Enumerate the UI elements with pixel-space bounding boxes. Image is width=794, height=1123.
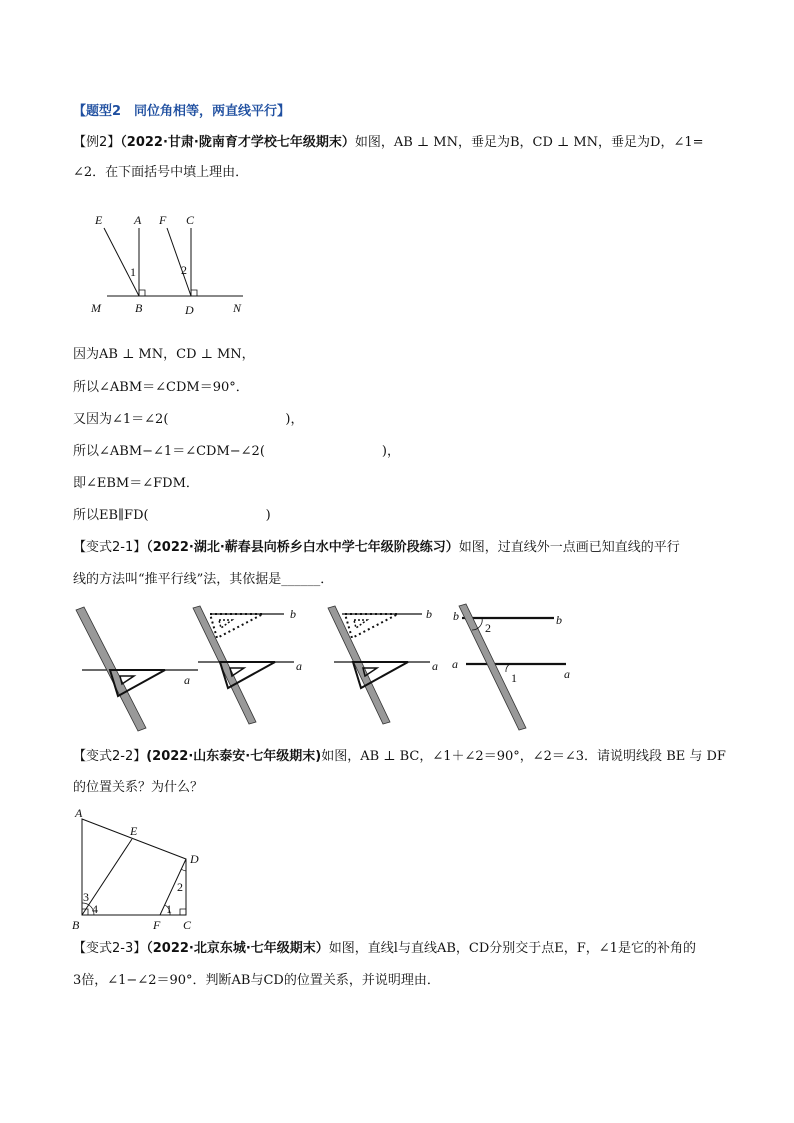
ruler-3 — [328, 606, 390, 724]
panel-3 — [328, 606, 438, 724]
line-eb — [104, 228, 139, 296]
variant2-tag: 【变式2-2】 — [73, 749, 147, 764]
label-b-2: b — [290, 607, 296, 621]
ruler-4 — [459, 604, 526, 730]
variant1-text: 如图，过直线外一点画已知直线的平行 — [458, 540, 680, 555]
label-b-4-left: b — [453, 609, 459, 623]
label-n: N — [233, 301, 242, 315]
label-a-4-left: a — [452, 657, 458, 671]
example-source: （2022·甘肃·陇南育才学校七年级期末） — [120, 135, 355, 150]
variant3-line-1 — [73, 941, 696, 957]
label-f: F — [159, 213, 167, 227]
label-2-v2: 2 — [177, 880, 183, 894]
dotted-triangle-2 — [210, 614, 263, 638]
step-3: 又因为∠1＝∠2( )， — [73, 412, 304, 427]
label-angle-2: 2 — [181, 263, 187, 277]
step-2: 所以∠ABM＝∠CDM＝90°． — [73, 380, 249, 395]
ruler-2 — [193, 606, 256, 724]
label-a-4-right: a — [564, 667, 570, 681]
label-b-v2: B — [72, 918, 80, 932]
label-angle-1: 1 — [130, 265, 136, 279]
step-6: 所以EB∥FD( ) — [73, 508, 271, 523]
label-4-v2: 4 — [92, 902, 98, 916]
example-line-1 — [73, 135, 704, 151]
label-a-2: a — [296, 659, 302, 673]
label-b-3: b — [426, 607, 432, 621]
label-angle-2-4: 2 — [485, 621, 491, 635]
label-angle-1-4: 1 — [511, 671, 517, 685]
step-4: 所以∠ABM−∠1＝∠CDM−∠2( )， — [73, 444, 400, 459]
label-e-v2: E — [130, 824, 138, 838]
variant2-line-2: 的位置关系？为什么？ — [73, 780, 204, 795]
label-f-v2: F — [153, 918, 161, 932]
label-m: M — [91, 301, 101, 315]
variant2-line-1 — [73, 749, 726, 765]
variant1-line-2: 线的方法叫“推平行线”法，其依据是______． — [73, 572, 334, 587]
example-text: 如图，AB ⊥ MN，垂足为B，CD ⊥ MN，垂足为D，∠1= — [354, 135, 704, 150]
right-angle-d — [191, 290, 197, 296]
variant1-tag: 【变式2-1】 — [73, 540, 147, 555]
variant2-source: (2022·山东泰安·七年级期末) — [146, 749, 322, 764]
label-c-v2: C — [183, 918, 192, 932]
variant3-tag: 【变式2-3】 — [73, 941, 147, 956]
label-b-4-right: b — [556, 613, 562, 627]
variant2-text: 如图，AB ⊥ BC，∠1＋∠2＝90°，∠2＝∠3．请说明线段 BE 与 DF — [321, 749, 726, 764]
variant1-source: （2022·湖北·蕲春县向桥乡白水中学七年级阶段练习） — [146, 540, 459, 555]
variant2-figure — [70, 805, 220, 933]
label-a-v2: A — [75, 806, 83, 820]
panel-1 — [76, 607, 198, 731]
label-1-v2: 1 — [166, 902, 172, 916]
label-a-1: a — [184, 673, 190, 687]
variant3-line-2: 3倍，∠1−∠2＝90°．判断AB与CD的位置关系，并说明理由． — [73, 973, 440, 988]
label-a-3: a — [432, 659, 438, 673]
label-b: B — [135, 301, 143, 315]
label-e: E — [95, 213, 103, 227]
example-figure — [85, 208, 255, 318]
label-c: C — [186, 213, 195, 227]
panel-4 — [452, 604, 570, 730]
example-line-2: ∠2．在下面括号中填上理由． — [73, 165, 249, 180]
step-1: 因为AB ⊥ MN，CD ⊥ MN， — [73, 347, 255, 362]
variant1-line-1 — [73, 540, 680, 556]
label-d: D — [185, 303, 194, 317]
step-5: 即∠EBM＝∠FDM． — [73, 476, 199, 491]
variant1-figure — [70, 600, 580, 740]
example-tag: 【例2】 — [73, 135, 121, 150]
segment-be — [82, 839, 132, 915]
dotted-triangle-3 — [345, 614, 398, 638]
right-angle-c — [180, 909, 186, 915]
label-d-v2: D — [190, 852, 199, 866]
panel-2 — [193, 606, 302, 724]
line-fd — [167, 228, 191, 296]
right-angle-b — [139, 290, 145, 296]
section-heading: 【题型2 同位角相等，两直线平行】 — [73, 104, 291, 119]
variant3-source: （2022·北京东城·七年级期末） — [146, 941, 329, 956]
label-3-v2: 3 — [83, 890, 89, 904]
variant3-text: 如图，直线l与直线AB，CD分别交于点E，F，∠1是它的补角的 — [328, 941, 696, 956]
label-a: A — [134, 213, 142, 227]
